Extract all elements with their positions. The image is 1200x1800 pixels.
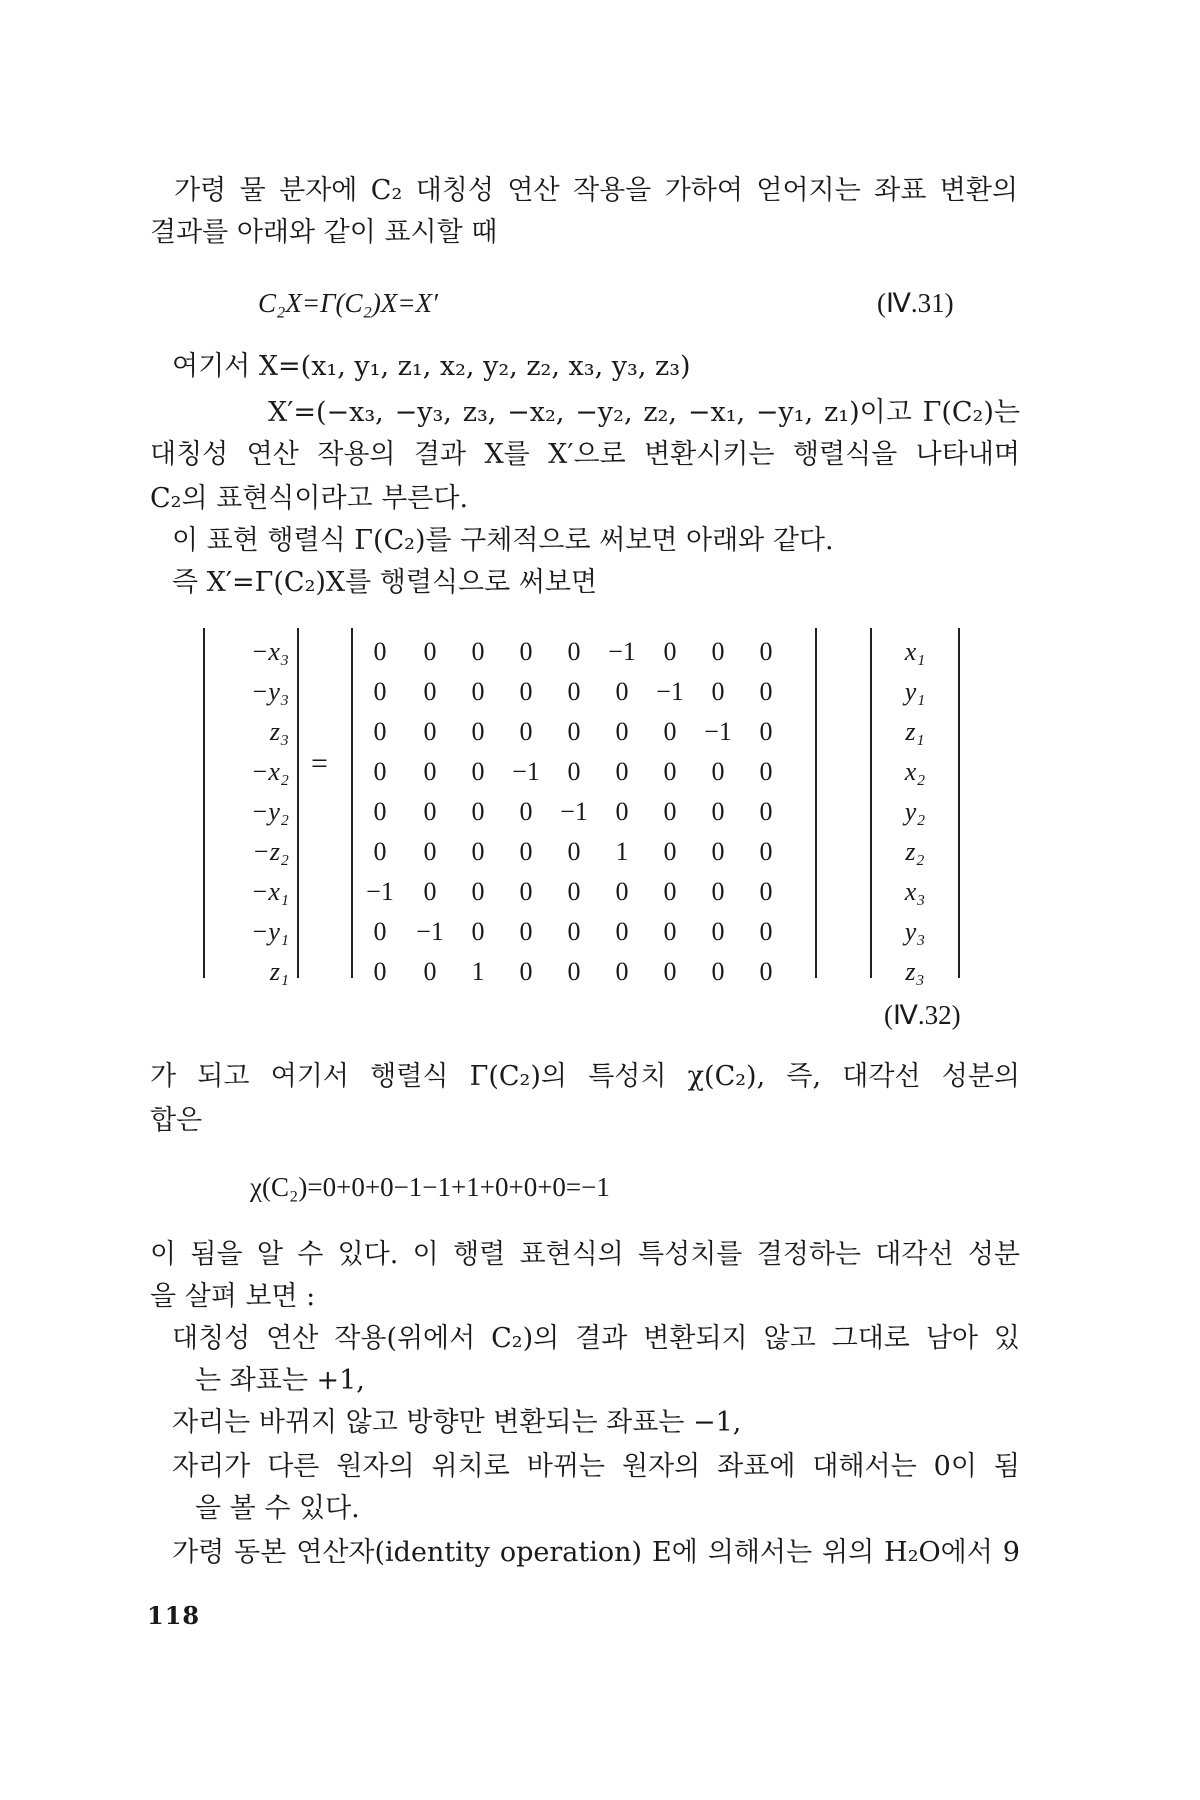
left-vector-entry: −x₂: [250, 757, 289, 786]
left-vector-entry: −z₂: [252, 837, 289, 866]
matrix-cell: −1: [560, 797, 588, 826]
matrix-cell: 0: [615, 797, 629, 826]
matrix-cell: 0: [519, 957, 533, 986]
character-line-1: 가 되고 여기서 행렬식 Γ(C₂)의 특성치 χ(C₂), 즉, 대각선 성분의: [150, 1061, 1020, 1092]
left-vector-entry: −x₃: [250, 637, 289, 666]
matrix-cell: 0: [567, 757, 581, 786]
matrix-cell: 0: [567, 877, 581, 906]
equation-number-iv32: (Ⅳ.32): [884, 1000, 961, 1030]
matrix-row: [353, 832, 815, 872]
right-vector-entry: x₂: [904, 757, 926, 786]
matrix-row: [353, 952, 815, 992]
matrix-cell: 0: [519, 837, 533, 866]
rule-3-line-1: 자리가 다른 원자의 위치로 바뀌는 원자의 좌표에 대해서는 0이 됨: [172, 1451, 1020, 1482]
matrix-cell: 0: [759, 917, 773, 946]
matrix-cell: 0: [711, 637, 725, 666]
right-vector-entry: z₁: [905, 717, 925, 746]
right-vector-entry: y₂: [904, 797, 926, 826]
matrix-cell: 0: [423, 757, 437, 786]
matrix-cell: 0: [759, 717, 773, 746]
rule-1-line-1: 대칭성 연산 작용(위에서 C₂)의 결과 변환되지 않고 그대로 남아 있: [172, 1323, 1020, 1354]
matrix-cell: 0: [759, 637, 773, 666]
definition-line-1: 여기서 X=(x₁, y₁, z₁, x₂, y₂, z₂, x₃, y₃, z₃): [172, 351, 691, 382]
last-line: 가령 동본 연산자(identity operation) E에 의해서는 위의 H₂O에서 9: [172, 1537, 1020, 1568]
right-vector-entry: y₁: [904, 677, 926, 706]
matrix-cell: −1: [656, 677, 684, 706]
definition-line-4: C₂의 표현식이라고 부른다.: [150, 483, 469, 514]
intro-line-2: 결과를 아래와 같이 표시할 때: [150, 217, 498, 248]
rule-1-line-2: 는 좌표는 +1,: [195, 1365, 365, 1396]
matrix-cell: 0: [471, 757, 485, 786]
matrix-cell: 0: [423, 677, 437, 706]
matrix-cell: 0: [519, 717, 533, 746]
left-vector-entry: −y₁: [250, 917, 289, 946]
character-line-2: 합은: [150, 1105, 203, 1136]
matrix-cell: 0: [373, 837, 387, 866]
matrix-cell: 0: [615, 957, 629, 986]
definition-line-2: X′=(−x₃, −y₃, z₃, −x₂, −y₂, z₂, −x₁, −y₁, z₁)이고 Γ(C₂)는: [268, 397, 1020, 428]
right-vector-entry: z₂: [905, 837, 925, 866]
matrix-cell: 0: [615, 717, 629, 746]
rule-3-line-2: 을 볼 수 있다.: [195, 1493, 360, 1524]
page-number: 118: [147, 1601, 201, 1630]
matrix-cell: 0: [519, 917, 533, 946]
matrix-cell: 0: [663, 837, 677, 866]
concrete-line: 이 표현 행렬식 Γ(C₂)를 구체적으로 써보면 아래와 같다.: [172, 525, 834, 556]
matrix-cell: 0: [373, 677, 387, 706]
matrix-cell: 0: [663, 917, 677, 946]
matrix-row: [353, 712, 815, 752]
equals-sign: =: [311, 747, 328, 780]
matrix-cell: −1: [416, 917, 444, 946]
matrix-cell: −1: [704, 717, 732, 746]
matrix-cell: 0: [759, 877, 773, 906]
left-vector: [203, 628, 299, 986]
matrix-cell: 0: [663, 637, 677, 666]
matrix-cell: −1: [512, 757, 540, 786]
matrix-cell: 0: [471, 797, 485, 826]
matrix-cell: 0: [373, 957, 387, 986]
matrix-cell: 0: [373, 797, 387, 826]
matrix-row: [353, 872, 815, 912]
observation-line-2: 을 살펴 보면 :: [150, 1281, 316, 1312]
matrix-cell: 0: [519, 877, 533, 906]
matrix-cell: 0: [663, 757, 677, 786]
intro-line-1: 가령 물 분자에 C₂ 대칭성 연산 작용을 가하여 얻어지는 좌표 변환의: [174, 175, 1018, 206]
matrix-row: [353, 912, 815, 952]
matrix-cell: 0: [711, 677, 725, 706]
matrix-row: [353, 672, 815, 712]
matrix-cell: 0: [471, 677, 485, 706]
matrix-cell: 0: [711, 797, 725, 826]
matrix-cell: 0: [519, 677, 533, 706]
matrix-cell: 0: [711, 757, 725, 786]
equation-number-iv31: (Ⅳ.31): [877, 288, 954, 318]
right-vector-entry: y₃: [904, 917, 926, 946]
left-vector-entry: z₃: [269, 717, 289, 746]
matrix-cell: 0: [373, 917, 387, 946]
matrix-cell: 0: [615, 677, 629, 706]
matrix-cell: −1: [366, 877, 394, 906]
right-vector-entry: x₃: [904, 877, 926, 906]
left-vector-entry: z₁: [269, 957, 289, 986]
matrix-cell: 0: [711, 917, 725, 946]
matrix-cell: 0: [759, 677, 773, 706]
right-vector: [870, 628, 960, 986]
matrix-cell: 0: [615, 877, 629, 906]
matrix-cell: 0: [567, 717, 581, 746]
matrix-cell: 0: [471, 837, 485, 866]
matrix-row: [353, 792, 815, 832]
matrix-cell: 0: [663, 877, 677, 906]
matrix-intro-line: 즉 X′=Γ(C₂)X를 행렬식으로 써보면: [172, 567, 598, 598]
matrix-cell: 0: [663, 717, 677, 746]
matrix-cell: 0: [519, 797, 533, 826]
matrix-cell: 0: [567, 957, 581, 986]
character-equation: χ(C₂)=0+0+0−1−1+1+0+0+0=−1: [250, 1172, 610, 1202]
equation-iv31: C₂X=Γ(C₂)X=X′: [258, 288, 438, 318]
matrix-cell: 0: [471, 877, 485, 906]
matrix-cell: 0: [615, 917, 629, 946]
matrix-cell: 0: [423, 877, 437, 906]
transformation-matrix: [351, 628, 817, 986]
matrix-cell: 0: [423, 957, 437, 986]
rule-2: 자리는 바뀌지 않고 방향만 변환되는 좌표는 −1,: [172, 1407, 742, 1438]
matrix-cell: 0: [759, 797, 773, 826]
matrix-cell: 0: [759, 837, 773, 866]
matrix-cell: 0: [567, 917, 581, 946]
matrix-cell: 0: [759, 757, 773, 786]
matrix-cell: 0: [663, 797, 677, 826]
matrix-cell: −1: [608, 637, 636, 666]
right-vector-entry: x₁: [904, 637, 926, 666]
left-vector-entry: −y₃: [250, 677, 289, 706]
matrix-row: [353, 632, 815, 672]
matrix-cell: 0: [373, 717, 387, 746]
left-vector-entry: −x₁: [250, 877, 289, 906]
matrix-cell: 0: [423, 717, 437, 746]
left-vector-entry: −y₂: [250, 797, 289, 826]
matrix-cell: 0: [471, 917, 485, 946]
matrix-cell: 0: [471, 717, 485, 746]
matrix-cell: 0: [423, 837, 437, 866]
matrix-cell: 0: [759, 957, 773, 986]
matrix-cell: 0: [663, 957, 677, 986]
matrix-cell: 0: [711, 877, 725, 906]
definition-line-3: 대칭성 연산 작용의 결과 X를 X′으로 변환시키는 행렬식을 나타내며: [150, 439, 1020, 470]
matrix-cell: 0: [711, 957, 725, 986]
matrix-cell: 0: [615, 757, 629, 786]
matrix-cell: 0: [519, 637, 533, 666]
matrix-cell: 0: [567, 677, 581, 706]
matrix-cell: 0: [711, 837, 725, 866]
matrix-cell: 0: [373, 637, 387, 666]
matrix-cell: 1: [471, 957, 485, 986]
matrix-cell: 0: [567, 637, 581, 666]
matrix-cell: 0: [373, 757, 387, 786]
matrix-row: [353, 752, 815, 792]
matrix-cell: 1: [615, 837, 629, 866]
matrix-cell: 0: [567, 837, 581, 866]
matrix-cell: 0: [423, 797, 437, 826]
observation-line-1: 이 됨을 알 수 있다. 이 행렬 표현식의 특성치를 결정하는 대각선 성분: [150, 1239, 1020, 1270]
right-vector-entry: z₃: [905, 957, 925, 986]
matrix-cell: 0: [423, 637, 437, 666]
matrix-cell: 0: [471, 637, 485, 666]
